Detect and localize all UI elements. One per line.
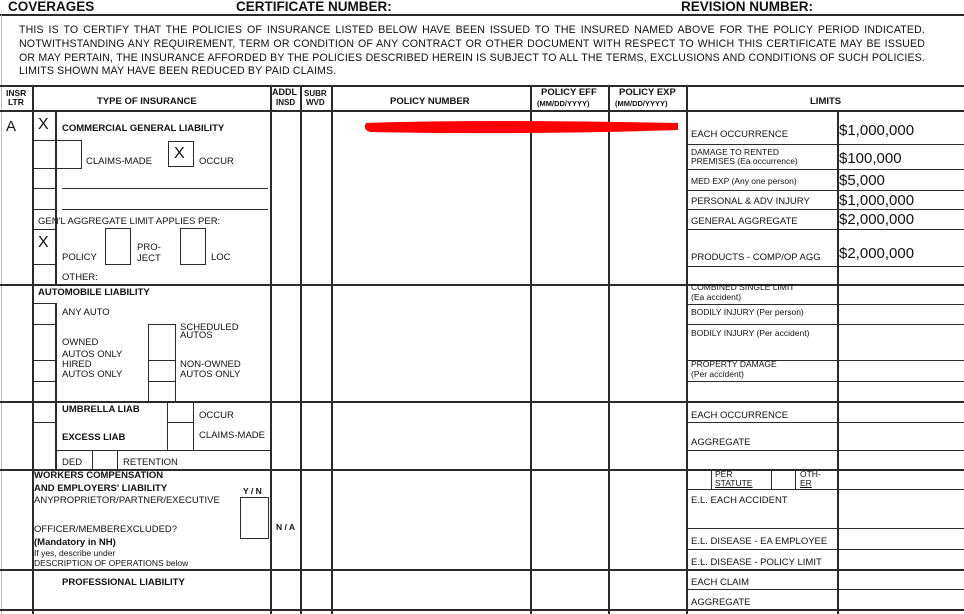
- gl-limit-label-each-occurrence: EACH OCCURRENCE: [691, 129, 789, 140]
- wc-other-1: OTH-: [800, 469, 821, 479]
- gl-limit-label-damage-2: PREMISES (Ea occurrence): [691, 156, 798, 166]
- wc-description-ops: DESCRIPTION OF OPERATIONS below: [34, 558, 189, 568]
- auto-owned-label-2: AUTOS ONLY: [62, 349, 123, 360]
- gl-limit-label-personal-adv: PERSONAL & ADV INJURY: [691, 196, 810, 207]
- wc-limit-rule-1: [687, 489, 964, 490]
- gl-limit-value-general-aggregate: $2,000,000: [839, 211, 915, 228]
- auto-scheduled-box-left: [148, 324, 149, 401]
- wc-line-1: ANYPROPRIETOR/PARTNER/EXECUTIVE: [34, 495, 220, 506]
- gl-limit-rule-4: [687, 209, 964, 210]
- umb-box-rule[interactable]: [33, 422, 55, 423]
- umb-ded-box-right: [117, 450, 118, 469]
- wc-per-statute-1: PER: [715, 469, 733, 479]
- wc-per-statute-2: STATUTE: [715, 478, 753, 488]
- gl-limit-value-products: $2,000,000: [839, 245, 915, 262]
- umb-umbrella-label: UMBRELLA LIAB: [62, 404, 140, 415]
- umb-limit-rule-1: [687, 422, 964, 423]
- umb-checkbox-column-line: [55, 402, 57, 469]
- col-insr-ltr-2: LTR: [8, 97, 24, 107]
- gl-limit-label-products: PRODUCTS - COMP/OP AGG: [691, 252, 821, 263]
- wc-if-yes: If yes, describe under: [34, 548, 116, 558]
- col-policy-exp-1: POLICY EXP: [619, 87, 676, 98]
- gl-limit-label-general-aggregate: GENERAL AGGREGATE: [691, 216, 798, 227]
- auto-limit-label-csl-2: (Ea accident): [691, 292, 742, 302]
- auto-hired-label-2: AUTOS ONLY: [62, 369, 123, 380]
- wc-excluded-yn-checkbox[interactable]: [240, 497, 269, 539]
- wc-other-box-right[interactable]: [795, 470, 796, 490]
- gl-other-label: OTHER:: [62, 272, 98, 283]
- insr-ltr-a: A: [6, 118, 17, 135]
- wc-title-1: WORKERS COMPENSATION: [34, 470, 164, 481]
- col-subr-1: SUBR: [304, 89, 327, 98]
- gl-row-line-6: [33, 264, 55, 265]
- gl-row-line-3: [33, 188, 55, 189]
- col-policy-exp-2: (MM/DD/YYYY): [615, 99, 668, 108]
- wc-other-2: ER: [800, 478, 812, 488]
- gl-project-label-2: JECT: [137, 253, 161, 264]
- auto-limit-rule-2: [687, 324, 964, 325]
- col-addl-2: INSD: [276, 98, 296, 107]
- auto-scheduled-box-top[interactable]: [148, 324, 176, 325]
- gl-row-line-4: [33, 209, 55, 210]
- auto-scheduled-box-right: [175, 324, 176, 401]
- wc-title-2: AND EMPLOYERS' LIABILITY: [34, 483, 168, 494]
- umb-retention-label: RETENTION: [123, 457, 178, 468]
- col-policy-eff-1: POLICY EFF: [541, 87, 597, 98]
- auto-scheduled-label-2: AUTOS: [180, 330, 213, 341]
- gl-limit-rule-5: [687, 229, 964, 230]
- wc-limit-label-each-accident: E.L. EACH ACCIDENT: [691, 495, 788, 506]
- section-rule-professional: [0, 569, 964, 571]
- wc-per-statute-box-left[interactable]: [711, 470, 712, 490]
- grid-vline-subr: [331, 86, 333, 614]
- col-type-of-insurance: TYPE OF INSURANCE: [97, 96, 197, 107]
- wc-limit-label-policy-limit: E.L. DISEASE - POLICY LIMIT: [691, 557, 822, 568]
- gl-limit-value-each-occurrence: $1,000,000: [839, 122, 915, 139]
- gl-limit-value-med-exp: $5,000: [839, 172, 885, 189]
- wc-line-2: OFFICER/MEMBEREXCLUDED?: [34, 524, 178, 535]
- section-rule-umbrella: [0, 401, 964, 403]
- wc-per-statute-box-right: [771, 470, 772, 490]
- auto-limit-rule-4: [687, 381, 964, 382]
- umb-limit-label-each-occurrence: EACH OCCURRENCE: [691, 410, 789, 421]
- auto-non-owned-label-2: AUTOS ONLY: [180, 369, 241, 380]
- umb-occur-checkbox[interactable]: [167, 422, 194, 423]
- gl-limit-rule-1: [687, 144, 964, 145]
- gl-row-line-1: [33, 140, 82, 141]
- certificate-number-label: CERTIFICATE NUMBER:: [236, 0, 392, 14]
- table-top-rule: [0, 85, 964, 87]
- col-subr-2: WVD: [306, 98, 325, 107]
- auto-checkbox-column-line[interactable]: [55, 303, 57, 401]
- gl-project-checkbox[interactable]: [105, 228, 131, 265]
- professional-title: PROFESSIONAL LIABILITY: [62, 577, 185, 588]
- grid-vline-addl: [300, 86, 302, 614]
- prof-limit-rule-1: [687, 589, 964, 590]
- umb-claims-made-label: CLAIMS-MADE: [199, 430, 265, 441]
- gl-blank-line-1: [62, 188, 268, 189]
- auto-owned-box-top[interactable]: [33, 324, 55, 325]
- certification-notice: THIS IS TO CERTIFY THAT THE POLICIES OF INSURANCE LISTED BELOW HAVE BEEN ISSUED TO THE INSURED NAMED ABOVE FOR THE POLICY PERIOD INDICATED. NOTWITHSTANDING ANY REQUIREMENT, TERM OR CONDITION OF ANY CONTRACT OR OTHER DOCUMENT WITH RESPECT TO WHICH THIS CERTIFICATE MAY BE ISSUED OR MAY PERTAIN, THE INSURANCE AFFORDED BY THE POLICIES DESCRIBED HEREIN IS SUBJECT TO ALL THE TERMS, EXCLUSIONS AND CONDITIONS OF SUCH POLICIES. LIMITS SHOWN MAY HAVE BEEN REDUCED BY PAID CLAIMS.: [19, 24, 925, 78]
- gl-policy-mark[interactable]: X: [38, 234, 49, 251]
- umb-occur-label: OCCUR: [199, 410, 234, 421]
- wc-limit-rule-3: [687, 549, 964, 550]
- gl-claims-box-right: [81, 140, 82, 168]
- left-page-edge: [1, 15, 2, 614]
- auto-title: AUTOMOBILE LIABILITY: [38, 287, 150, 298]
- col-limits: LIMITS: [810, 96, 842, 107]
- wc-mandatory-nh: (Mandatory in NH): [34, 537, 116, 548]
- umb-limit-label-aggregate: AGGREGATE: [691, 437, 751, 448]
- grid-vline-policy: [530, 86, 532, 614]
- grid-vline-type: [270, 86, 272, 614]
- revision-number-label: REVISION NUMBER:: [681, 0, 814, 14]
- gl-limit-rule-2: [687, 169, 964, 170]
- gl-loc-label: LOC: [211, 252, 231, 263]
- gl-project-label-1: PRO-: [137, 242, 161, 253]
- header-rule: [0, 14, 964, 16]
- gl-limit-label-damage-1: DAMAGE TO RENTED: [691, 147, 780, 157]
- auto-limit-label-bi-accident: BODILY INJURY (Per accident): [691, 328, 810, 338]
- wc-limit-label-ea-employee: E.L. DISEASE - EA EMPLOYEE: [691, 536, 828, 547]
- auto-owned-label-1: OWNED: [62, 337, 99, 348]
- gl-limit-rule-3: [687, 190, 964, 191]
- umb-ded-rule: [55, 450, 270, 451]
- column-header-bottom-rule: [0, 110, 964, 112]
- auto-hired-label-1: HIRED: [62, 359, 92, 370]
- gl-limit-value-damage: $100,000: [839, 150, 902, 167]
- gl-aggregate-applies-label: GEN'L AGGREGATE LIMIT APPLIES PER:: [38, 216, 221, 227]
- col-policy-number: POLICY NUMBER: [390, 96, 470, 107]
- umb-ded-label: DED: [62, 457, 83, 468]
- wc-yn-label: Y / N: [243, 486, 262, 496]
- auto-hired-box-top[interactable]: [33, 360, 55, 361]
- gl-row-line-2: [33, 168, 82, 169]
- gl-occur-mark: X: [174, 145, 185, 162]
- grid-vline-exp: [686, 86, 688, 614]
- gl-checkbox-column-line: [55, 111, 57, 284]
- umb-limit-rule-2: [687, 450, 964, 451]
- auto-limit-label-pd-2: (Per accident): [691, 369, 744, 379]
- prof-limit-label-aggregate: AGGREGATE: [691, 597, 751, 608]
- gl-blank-line-2: [62, 209, 268, 210]
- auto-limit-label-csl-1: COMBINED SINGLE LIMIT: [691, 282, 795, 292]
- gl-title: COMMERCIAL GENERAL LIABILITY: [62, 123, 225, 134]
- auto-extra-box-top-2[interactable]: [148, 381, 176, 382]
- gl-row-line-5: [33, 229, 55, 230]
- auto-non-owned-box-top[interactable]: [148, 360, 176, 361]
- auto-limit-rule-1: [687, 304, 964, 305]
- auto-extra-box-top[interactable]: [33, 381, 55, 382]
- gl-limit-rule-6: [687, 266, 964, 267]
- auto-any-auto-label: ANY AUTO: [62, 307, 110, 318]
- gl-limit-value-personal-adv: $1,000,000: [839, 192, 915, 209]
- section-rule-bottom: [0, 609, 964, 611]
- col-insr-ltr-1: INSR: [6, 88, 27, 98]
- grid-vline-eff: [608, 86, 610, 614]
- auto-any-auto-box-top: [33, 303, 56, 304]
- gl-claims-made-label: CLAIMS-MADE: [86, 156, 152, 167]
- col-addl-1: ADDL: [272, 87, 297, 97]
- auto-non-owned-label-1: NON-OWNED: [180, 359, 241, 370]
- auto-scheduled-label-1: SCHEDULED: [180, 322, 239, 333]
- gl-policy-label: POLICY: [62, 252, 97, 263]
- umb-excess-label: EXCESS LIAB: [62, 432, 126, 443]
- policy-number-redaction: [360, 115, 682, 139]
- wc-limit-rule-2: [687, 528, 964, 529]
- col-policy-eff-2: (MM/DD/YYYY): [537, 99, 590, 108]
- section-rule-auto: [0, 284, 964, 286]
- coverages-heading: COVERAGES: [8, 0, 95, 14]
- gl-occur-label: OCCUR: [199, 156, 234, 167]
- auto-limit-label-bi-person: BODILY INJURY (Per person): [691, 307, 804, 317]
- gl-commercial-checkbox-mark[interactable]: X: [38, 116, 49, 133]
- wc-na-label: N / A: [276, 522, 296, 532]
- umb-occur-box-right: [193, 402, 194, 450]
- gl-limit-label-med-exp: MED EXP (Any one person): [691, 176, 797, 186]
- prof-limit-label-each-claim: EACH CLAIM: [691, 577, 750, 588]
- umb-occur-box-left: [167, 402, 168, 450]
- umb-ded-box-left[interactable]: [92, 450, 93, 469]
- auto-limit-label-pd-1: PROPERTY DAMAGE: [691, 359, 777, 369]
- gl-loc-checkbox[interactable]: [180, 228, 206, 265]
